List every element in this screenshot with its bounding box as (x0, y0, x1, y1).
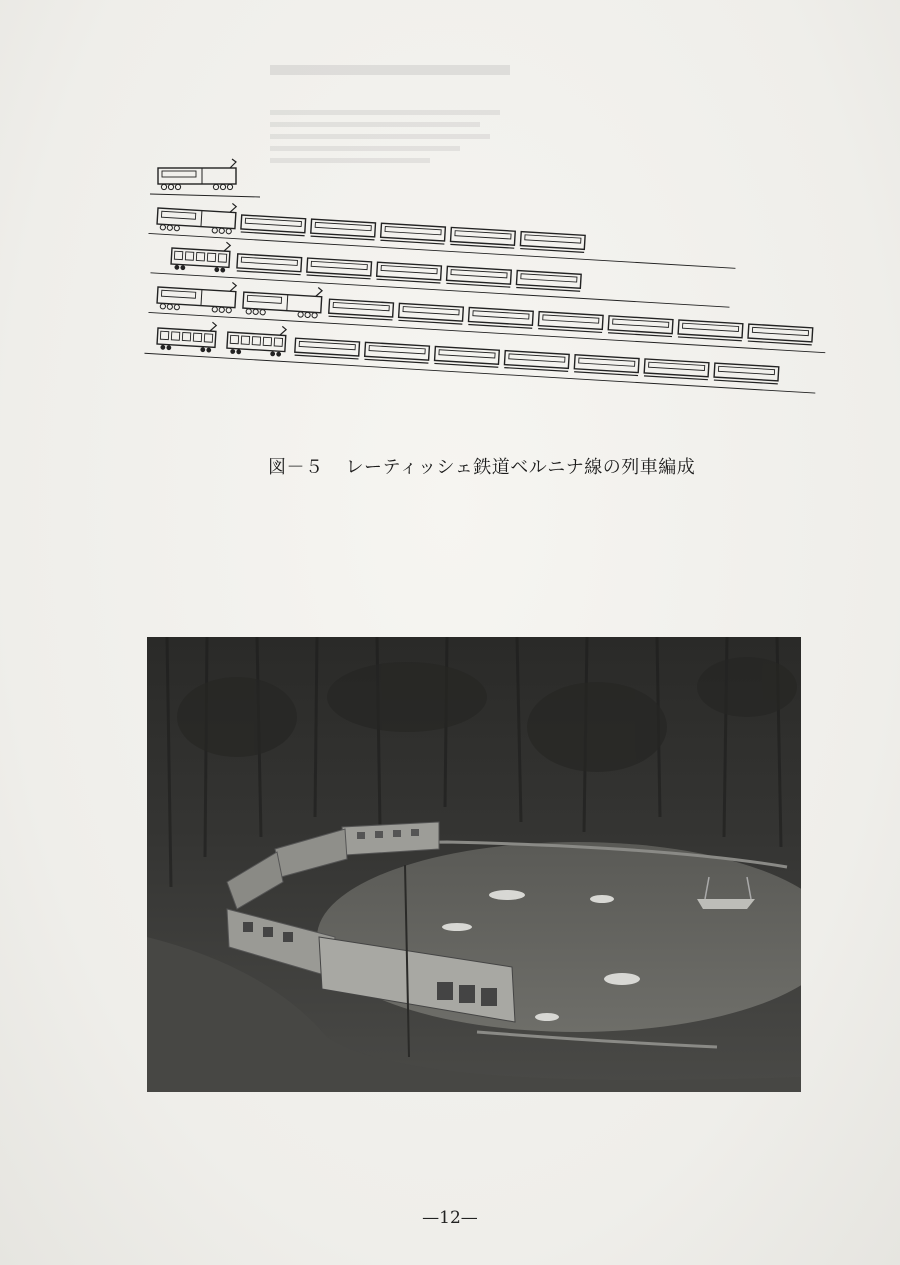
train-row-1 (150, 159, 260, 197)
train-photo (147, 637, 801, 1092)
figure-caption-text: レーティッシェ鉄道ベルニナ線の列車編成 (345, 457, 696, 478)
page-number: —12— (422, 1208, 478, 1228)
figure-label: 図－５ (268, 457, 324, 478)
train-row-5 (144, 318, 817, 393)
train-row-4 (148, 278, 827, 353)
figure-caption (268, 453, 695, 479)
train-row-3 (150, 238, 731, 307)
train-photo-image (147, 637, 801, 1092)
train-formation-diagram (140, 150, 830, 450)
